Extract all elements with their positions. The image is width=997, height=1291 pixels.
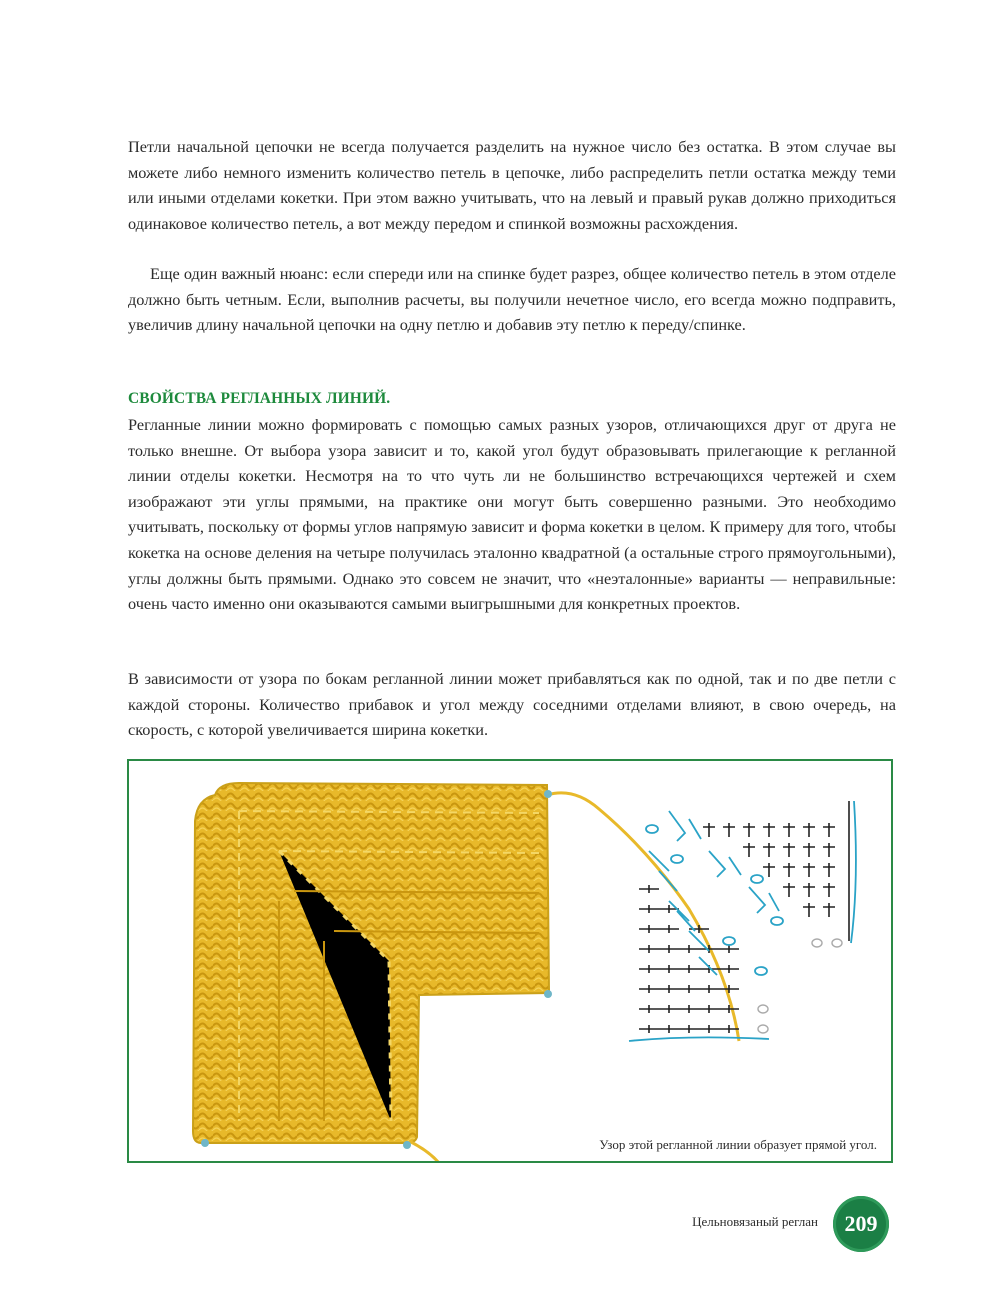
paragraph-4: В зависимости от узора по бокам регланной линии может прибавляться как по одной, так и по две петли с каждой стороны. Количество прибавок и угол между соседними отделами влияют, в свою очередь, на скорость, с которой увеличивается ширина кокетки. (128, 669, 896, 740)
running-title: Цельновязаный реглан (692, 1214, 818, 1229)
section-heading: СВОЙСТВА РЕГЛАННЫХ ЛИНИЙ. (128, 390, 391, 407)
paragraph-3: Регланные линии можно формировать с помощью самых разных узоров, отличающихся друг от друга не только внешне. От выбора узора зависит и то, какой угол будут образовывать прилегающие к регланной линии отделы кокетки. Несмотря на то что чуть ли не большинство встречающихся чертежей и схем изображают эти углы прямыми, на практике они могут быть совершенно разными. Это необходимо учитывать, поскольку от формы углов напрямую зависит и форма кокетки в целом. К примеру для того, чтобы кокетка на основе деления на четыре получилась эталонно квадратной (а остальные строго прямоугольными), углы должны быть прямыми. Однако это совсем не значит, что «неэталонные» варианты — неправильные: очень часто именно они оказываются самыми выигрышными для конкретных проектов. (128, 415, 896, 614)
figure-box (127, 759, 893, 1163)
page-number-badge (833, 1196, 889, 1252)
crochet-chart-scheme (129, 761, 893, 1163)
figure-caption: Узор этой регланной линии образует прямой угол. (599, 1137, 877, 1152)
paragraph-1: Петли начальной цепочки не всегда получается разделить на нужное число без остатка. В этом случае вы можете либо немного изменить количество петель в цепочке, либо распределить петли остатка между теми или иными отделами кокетки. При этом важно учитывать, что на левый и правый рукав должно приходиться одинаковое количество петель, а вот между передом и спинкой возможны расхождения. (128, 137, 896, 233)
paragraph-2: Еще один важный нюанс: если спереди или на спинке будет разрез, общее количество петель в этом отделе должно быть четным. Если, выполнив расчеты, вы получили нечетное число, его всегда можно подправить, увеличив длину начальной цепочки на одну петлю и добавив эту петлю к переду/спинке. (128, 264, 896, 335)
page-number: 209 (844, 1211, 878, 1236)
